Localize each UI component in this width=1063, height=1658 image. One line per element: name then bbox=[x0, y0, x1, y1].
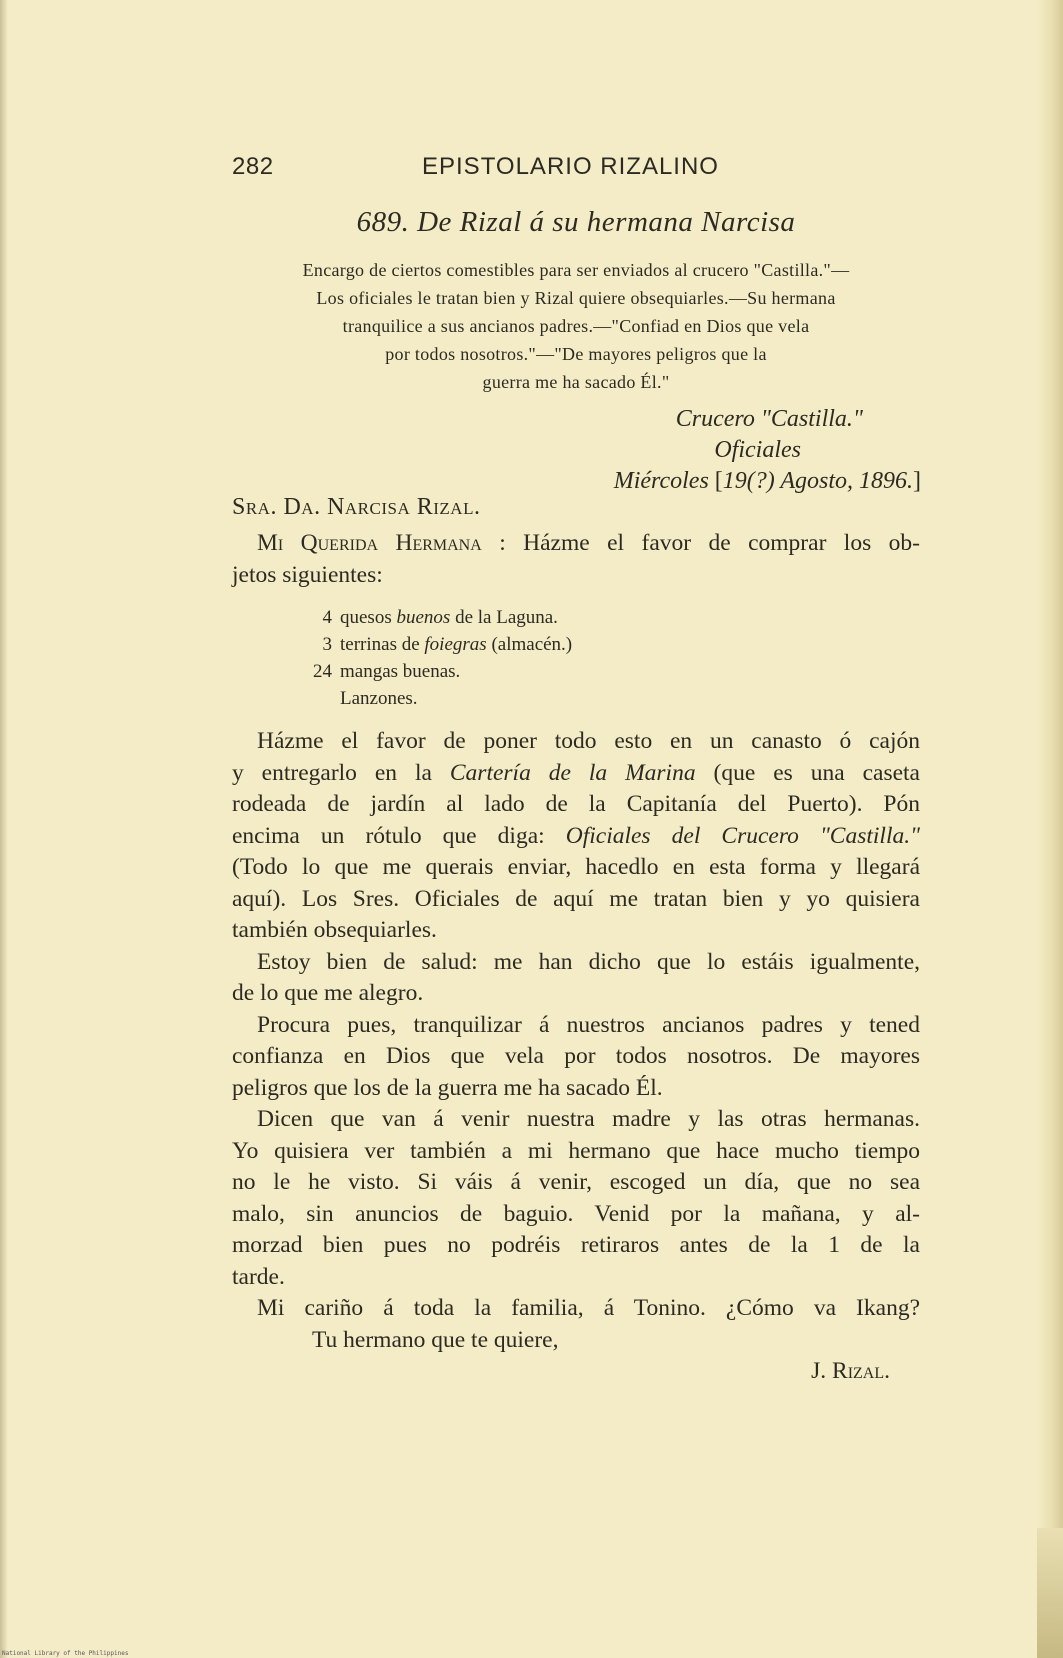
paragraph-line: Házme el favor de poner todo esto en un canasto ó cajón bbox=[257, 728, 920, 754]
paragraph-line: de lo que me alegro. bbox=[232, 980, 424, 1006]
list-item bbox=[300, 658, 920, 685]
list-item-text: mangas buenas. bbox=[340, 661, 461, 682]
page-corner-shadow bbox=[1037, 1528, 1063, 1658]
closing: Tu hermano que te quiere, bbox=[312, 1326, 559, 1353]
list-item-text: quesos bbox=[340, 607, 397, 628]
letter-body bbox=[232, 528, 920, 1388]
paragraph-line: y entregarlo en la Cartería de la Marina (que es una caseta bbox=[232, 759, 920, 786]
dateline-date: Miércoles [19(?) Agosto, 1896.] bbox=[613, 468, 921, 494]
label-text: Oficiales del Crucero "Castilla." bbox=[565, 822, 920, 849]
paragraph-line: malo, sin anuncios de baguio. Venid por la mañana, y al- bbox=[232, 1200, 920, 1227]
list-item bbox=[300, 631, 920, 658]
page-header bbox=[232, 153, 742, 187]
list-item bbox=[300, 685, 920, 712]
paragraph-2 bbox=[232, 947, 920, 1010]
running-title: EPISTOLARIO RIZALINO bbox=[422, 153, 719, 180]
greeting-text: Házme el favor de comprar los ob- bbox=[523, 530, 920, 556]
list-item-qty: 24 bbox=[313, 661, 332, 682]
paragraph-line: Dicen que van á venir nuestra madre y las otras hermanas. bbox=[257, 1106, 920, 1132]
paragraph-5: Mi cariño á toda la familia, á Tonino. ¿Cómo va Ikang? bbox=[257, 1295, 920, 1321]
letter-summary bbox=[232, 256, 920, 396]
place-name: Cartería de la Marina bbox=[449, 759, 696, 786]
list-item-qty: 3 bbox=[322, 634, 332, 655]
summary-line: guerra me ha sacado Él." bbox=[482, 372, 670, 392]
paragraph-line: Procura pues, tranquilizar á nuestros ancianos padres y tened bbox=[257, 1011, 920, 1038]
dateline-ship: Crucero "Castilla." bbox=[675, 406, 863, 432]
list-item-emphasis: foiegras bbox=[424, 634, 487, 655]
paragraph-line: también obsequiarles. bbox=[232, 917, 437, 943]
paragraph-line: tarde. bbox=[232, 1263, 285, 1290]
summary-line: tranquilice a sus ancianos padres.—"Confiad en Dios que vela bbox=[342, 316, 810, 336]
paragraph-line: Yo quisiera ver también a mi hermano que hace mucho tiempo bbox=[232, 1137, 920, 1164]
paragraph-line: peligros que los de la guerra me ha sacado Él. bbox=[232, 1074, 663, 1101]
greeting: Mi Querida Hermana : Házme el favor de comprar los ob- bbox=[257, 530, 920, 556]
paragraph-line: (Todo lo que me querais enviar, hacedlo en esta forma y llegará bbox=[232, 854, 920, 880]
footer-credit: National Library of the Philippines bbox=[2, 1650, 129, 1657]
list-item-text: de la Laguna. bbox=[450, 607, 558, 628]
paragraph-line: morzad bien pues no podréis retiraros antes de la 1 de la bbox=[232, 1232, 920, 1258]
dateline-place: Oficiales bbox=[714, 437, 801, 463]
list-item-text: Lanzones. bbox=[340, 688, 418, 709]
page-edge-left bbox=[0, 0, 8, 1658]
list-item-text: terrinas de bbox=[340, 634, 425, 655]
salutation: Mi Querida Hermana bbox=[257, 530, 482, 556]
list-item-text: (almacén.) bbox=[486, 634, 573, 655]
signature: J. Rizal. bbox=[811, 1358, 890, 1384]
summary-line: por todos nosotros."—"De mayores peligros que la bbox=[385, 344, 767, 364]
greeting-text-cont: jetos siguientes: bbox=[232, 561, 383, 588]
list-item bbox=[300, 604, 920, 631]
list-item-emphasis: buenos bbox=[396, 607, 451, 628]
paragraph-line: Estoy bien de salud: me han dicho que lo estáis igualmente, bbox=[257, 948, 920, 975]
addressee: Sra. Da. Narcisa Rizal. bbox=[232, 494, 481, 520]
summary-line: Los oficiales le tratan bien y Rizal quiere obsequiarles.—Su hermana bbox=[316, 288, 836, 308]
dateline-day: Miércoles bbox=[613, 468, 709, 494]
shopping-list bbox=[300, 604, 920, 712]
paragraph-3 bbox=[232, 1010, 920, 1105]
paragraph-line: no le he visto. Si váis á venir, escoged un día, que no sea bbox=[232, 1169, 920, 1195]
dateline-date-value: 19(?) Agosto, 1896. bbox=[722, 468, 913, 494]
paragraph-1 bbox=[232, 726, 920, 947]
paragraph-line: rodeada de jardín al lado de la Capitanía del Puerto). Pón bbox=[232, 791, 920, 817]
page-number: 282 bbox=[232, 153, 274, 180]
page-edge-right bbox=[1037, 0, 1063, 1658]
paragraph-line: aquí). Los Sres. Oficiales de aquí me tratan bien y yo quisiera bbox=[232, 885, 920, 912]
summary-line: Encargo de ciertos comestibles para ser enviados al crucero "Castilla."— bbox=[302, 260, 850, 280]
paragraph-line: confianza en Dios que vela por todos nosotros. De mayores bbox=[232, 1043, 920, 1069]
letter-title: 689. De Rizal á su hermana Narcisa bbox=[356, 206, 796, 238]
dateline bbox=[614, 404, 921, 497]
paragraph-line: encima un rótulo que diga: Oficiales del Crucero "Castilla." bbox=[232, 822, 920, 849]
list-item-qty: 4 bbox=[322, 607, 332, 628]
paragraph-4 bbox=[232, 1104, 920, 1293]
